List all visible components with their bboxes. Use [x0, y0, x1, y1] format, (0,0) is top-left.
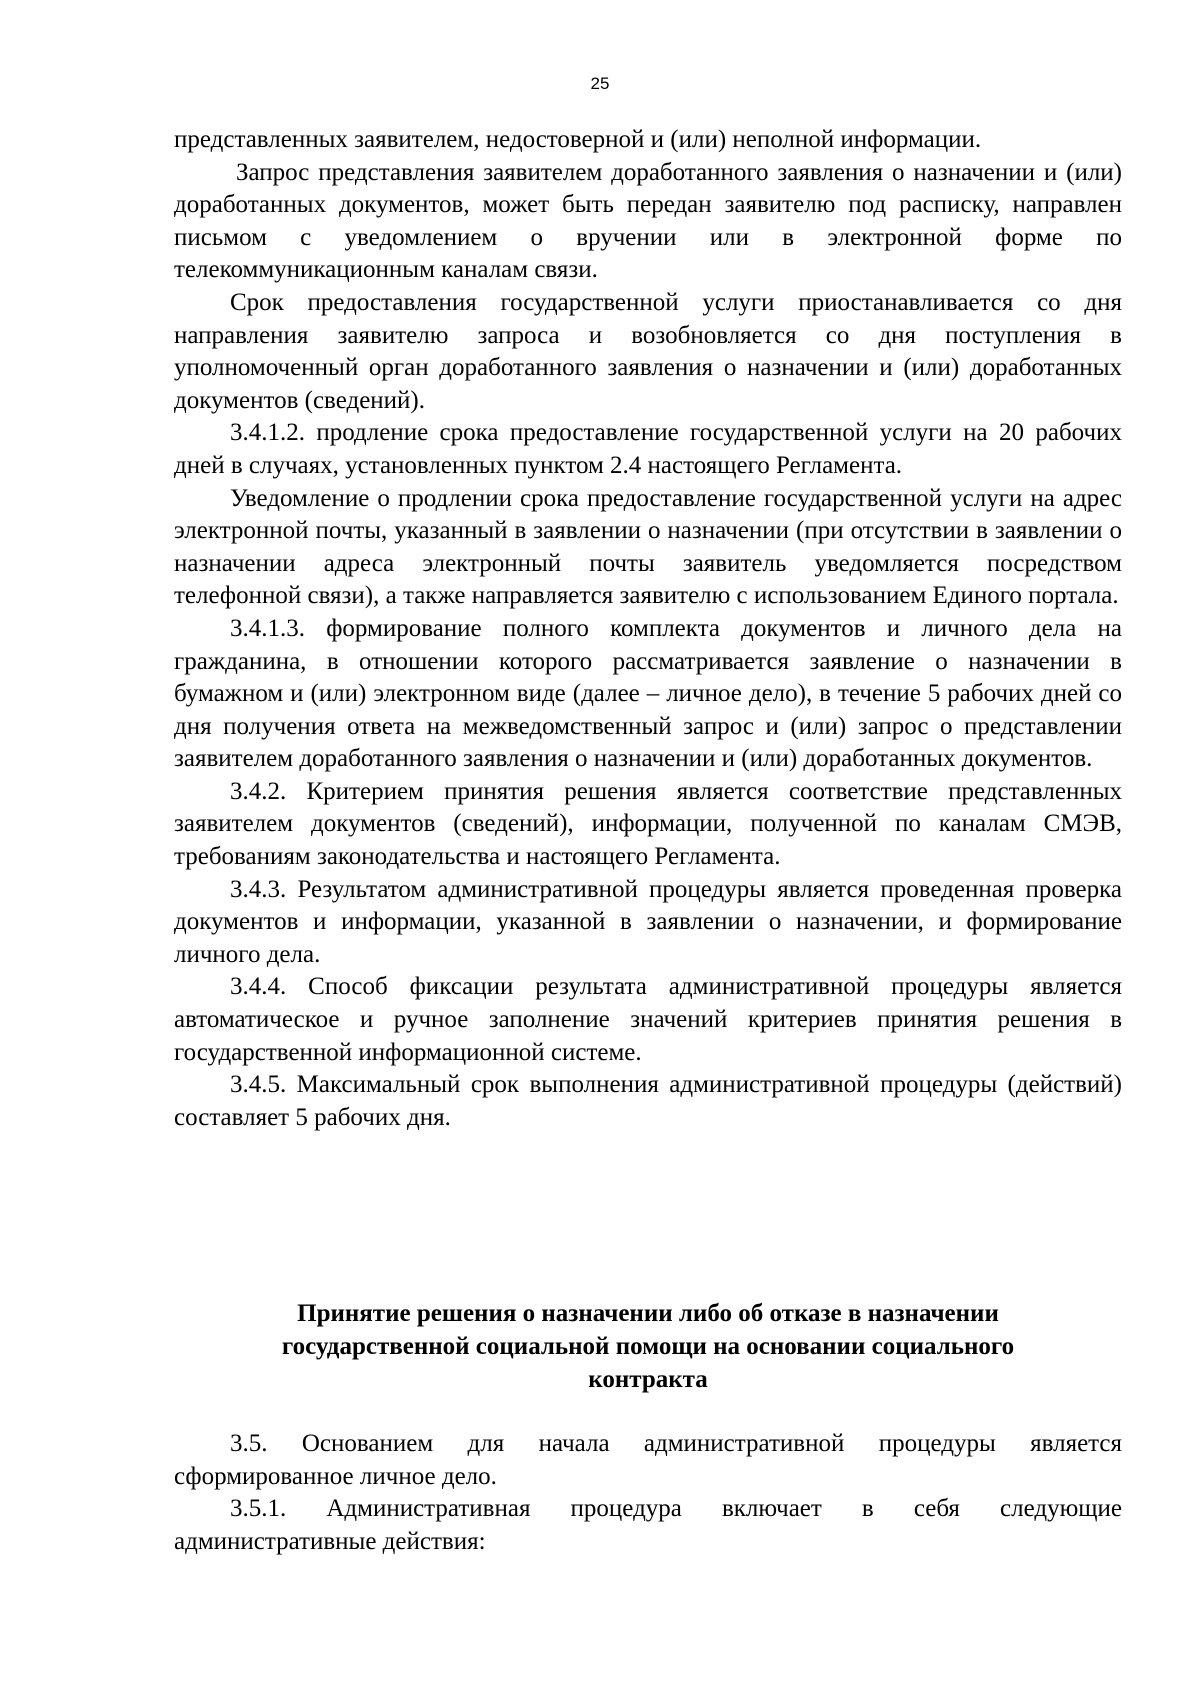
paragraph-3-4-4: 3.4.4. Способ фиксации результата административной процедуры является автоматическое и ручное заполнение значений критериев принятия решения в государственной информационной системе.: [174, 973, 1122, 1066]
body-text-top: [174, 124, 1122, 1134]
paragraph-3-4-2: 3.4.2. Критерием принятия решения является соответствие представленных заявителем документов (сведений), информации, полученной по каналам СМЭВ, требованиям законодательства и настоящего Регламента.: [174, 777, 1122, 871]
body-text-bottom: [174, 1428, 1122, 1558]
paragraph-3-4-3: 3.4.3. Результатом административной процедуры является проведенная проверка документов и информации, указанной в заявлении о назначении, и формирование личного дела.: [174, 875, 1122, 968]
section-heading: [174, 1297, 1122, 1396]
paragraph-extension-notice: Уведомление о продлении срока предоставление государственной услуги на адрес электронной почты, указанный в заявлении о назначении (при отсутствии в заявлении о назначении адреса электронный почты заявитель уведомляется посредством телефонной связи), а также направляется заявителю с использованием Единого портала.: [174, 484, 1122, 610]
section-heading-line: Принятие решения о назначении либо об отказе в назначении: [297, 1300, 999, 1327]
paragraph-continuation: представленных заявителем, недостоверной и (или) неполной информации.: [174, 126, 982, 153]
paragraph-3-4-1-2: 3.4.1.2. продление срока предоставление государственной услуги на 20 рабочих дней в случаях, установленных пунктом 2.4 настоящего Регламента.: [174, 419, 1122, 479]
paragraph-3-4-5: 3.4.5. Максимальный срок выполнения административной процедуры (действий) составляет 5 рабочих дня.: [174, 1071, 1122, 1131]
paragraph-request-revised-application: Запрос представления заявителем доработанного заявления о назначении и (или) доработанных документов, может быть передан заявителю под расписку, направлен письмом с уведомлением о вручении или в электронной форме по телекоммуникационным каналам связи.: [174, 158, 1122, 284]
paragraph-3-4-1-3: 3.4.1.3. формирование полного комплекта документов и личного дела на гражданина, в отношении которого рассматривается заявление о назначении в бумажном и (или) электронном виде (далее – личное дело), в течение 5 рабочих дней со дня получения ответа на межведомственный запрос и (или) запрос о представлении заявителем доработанного заявления о назначении и (или) доработанных документов.: [174, 614, 1122, 773]
paragraph-3-5-1: 3.5.1. Административная процедура включает в себя следующие административные действия:: [174, 1495, 1122, 1555]
page-number: 25: [590, 74, 610, 93]
section-heading-line: государственной социальной помощи на основании социального: [281, 1333, 1015, 1360]
section-heading-line: контракта: [588, 1366, 708, 1393]
paragraph-3-5: 3.5. Основанием для начала административной процедуры является сформированное личное дело.: [174, 1430, 1122, 1490]
paragraph-service-suspension: Срок предоставления государственной услуги приостанавливается со дня направления заявителю запроса и возобновляется со дня поступления в уполномоченный орган доработанного заявления о назначении и (или) доработанных документов (сведений).: [174, 288, 1122, 414]
